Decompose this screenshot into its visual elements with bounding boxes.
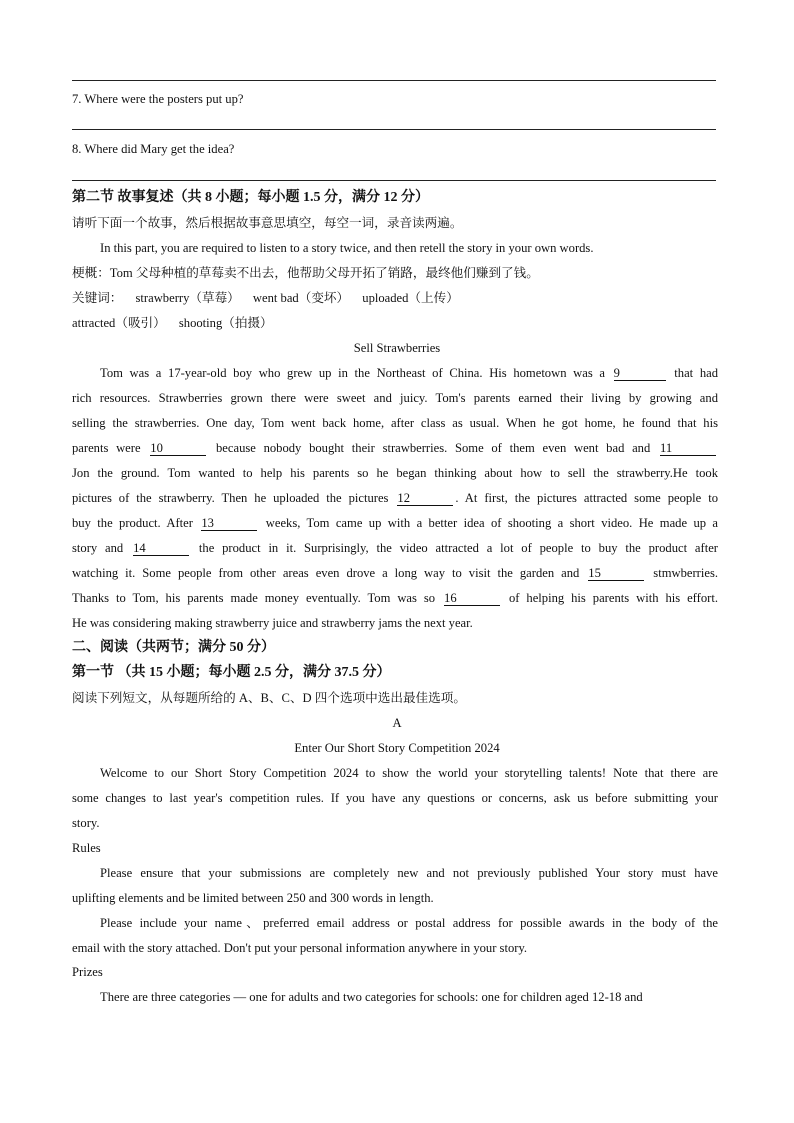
question-7: 7. Where were the posters put up? (72, 92, 244, 106)
keyword: went bad（变坏） (252, 291, 350, 305)
blank-11[interactable]: 11 (660, 442, 716, 456)
passage-line: There are three categories — one for adults and two categories for schools: one for children aged 12-18 and (100, 990, 643, 1004)
blank-15[interactable]: 15 (588, 567, 644, 581)
keywords-line (72, 290, 718, 306)
blank-14[interactable]: 14 (133, 542, 189, 556)
keyword: strawberry（草莓） (135, 291, 240, 305)
answer-line (72, 129, 716, 130)
story-line: selling the strawberries. One day, Tom went back home, after class as usual. When he got home, he found that his (72, 416, 718, 430)
reading-heading: 二、阅读（共两节；满分 50 分） (72, 640, 275, 655)
blank-16[interactable]: 16 (444, 592, 500, 606)
story-line: Thanks to Tom, his parents made money eventually. Tom was so 16 of helping his parents with his effort. (72, 591, 718, 605)
passage-line: email with the story attached. Don't put your personal information anywhere in your story. (72, 941, 528, 955)
story-line: watching it. Some people from other areas even drove a long way to visit the garden and 15 stmwberries. (72, 566, 718, 580)
passage-line: Please ensure that your submissions are completely new and not previously published Your story must have (100, 866, 718, 880)
passage-line: some changes to last year's competition rules. If you have any questions or concerns, ask us before submitting your (72, 791, 718, 805)
section-instruction: 请听下面一个故事，然后根据故事意思填空，每空一词，录音读两遍。 (72, 216, 463, 230)
story-line: rich resources. Strawberries grown there were sweet and juicy. Tom's parents earned their living by growing and (72, 391, 718, 405)
blank-13[interactable]: 13 (201, 517, 257, 531)
reading-instruction: 阅读下列短文，从每题所给的 A、B、C、D 四个选项中选出最佳选项。 (72, 691, 466, 705)
keywords-label: 关键词： (72, 291, 123, 305)
passage-line: uplifting elements and be limited between 250 and 300 words in length. (72, 891, 434, 905)
blank-12[interactable]: 12 (397, 492, 453, 506)
story-summary: 梗概：Tom 父母种植的草莓卖不出去，他帮助父母开拓了销路，最终他们赚到了钱。 (72, 266, 539, 280)
prizes-label: Prizes (72, 965, 103, 979)
story-title: Sell Strawberries (353, 341, 441, 355)
section-heading: 第二节 故事复述（共 8 小题；每小题 1.5 分，满分 12 分） (72, 190, 429, 205)
question-8: 8. Where did Mary get the idea? (72, 142, 235, 156)
reading-subheading: 第一节 （共 15 小题；每小题 2.5 分，满分 37.5 分） (72, 665, 391, 680)
blank-9[interactable]: 9 (614, 367, 666, 381)
story-line: buy the product. After 13 weeks, Tom came up with a better idea of shooting a short video. He made up a (72, 516, 719, 530)
section-instruction-en: In this part, you are required to listen to a story twice, and then retell the story in your own words. (100, 241, 594, 255)
passage-line: Welcome to our Short Story Competition 2024 to show the world your storytelling talents! Note that there are (100, 766, 718, 780)
story-line: Jon the ground. Tom wanted to help his parents so he began thinking about how to sell the strawberry.He took (72, 466, 718, 480)
passage-label: A (392, 716, 402, 730)
keyword: shooting（拍摄） (178, 316, 273, 330)
answer-line (72, 180, 716, 181)
story-line: parents were 10 because nobody bought their strawberries. Some of them even went bad and 11 (72, 440, 718, 456)
passage-line: Please include your name、preferred email address or postal address for possible awards in the body of the (100, 916, 718, 930)
passage-title: Enter Our Short Story Competition 2024 (294, 741, 500, 755)
blank-10[interactable]: 10 (150, 442, 206, 456)
story-line: story and 14 the product in it. Surprisingly, the video attracted a lot of people to buy the product after (72, 541, 718, 555)
keyword: attracted（吸引） (72, 316, 166, 330)
rules-label: Rules (72, 841, 101, 855)
story-line: Tom was a 17-year-old boy who grew up in the Northeast of China. His hometown was a 9 that had (100, 366, 719, 380)
keywords-line (72, 315, 718, 331)
passage-line: story. (72, 816, 100, 830)
keyword: uploaded（上传） (362, 291, 459, 305)
answer-line (72, 80, 716, 81)
story-line: pictures of the strawberry. Then he uploaded the pictures 12 . At first, the pictures attracted some people to (72, 491, 719, 505)
story-line: He was considering making strawberry juice and strawberry jams the next year. (72, 616, 473, 630)
